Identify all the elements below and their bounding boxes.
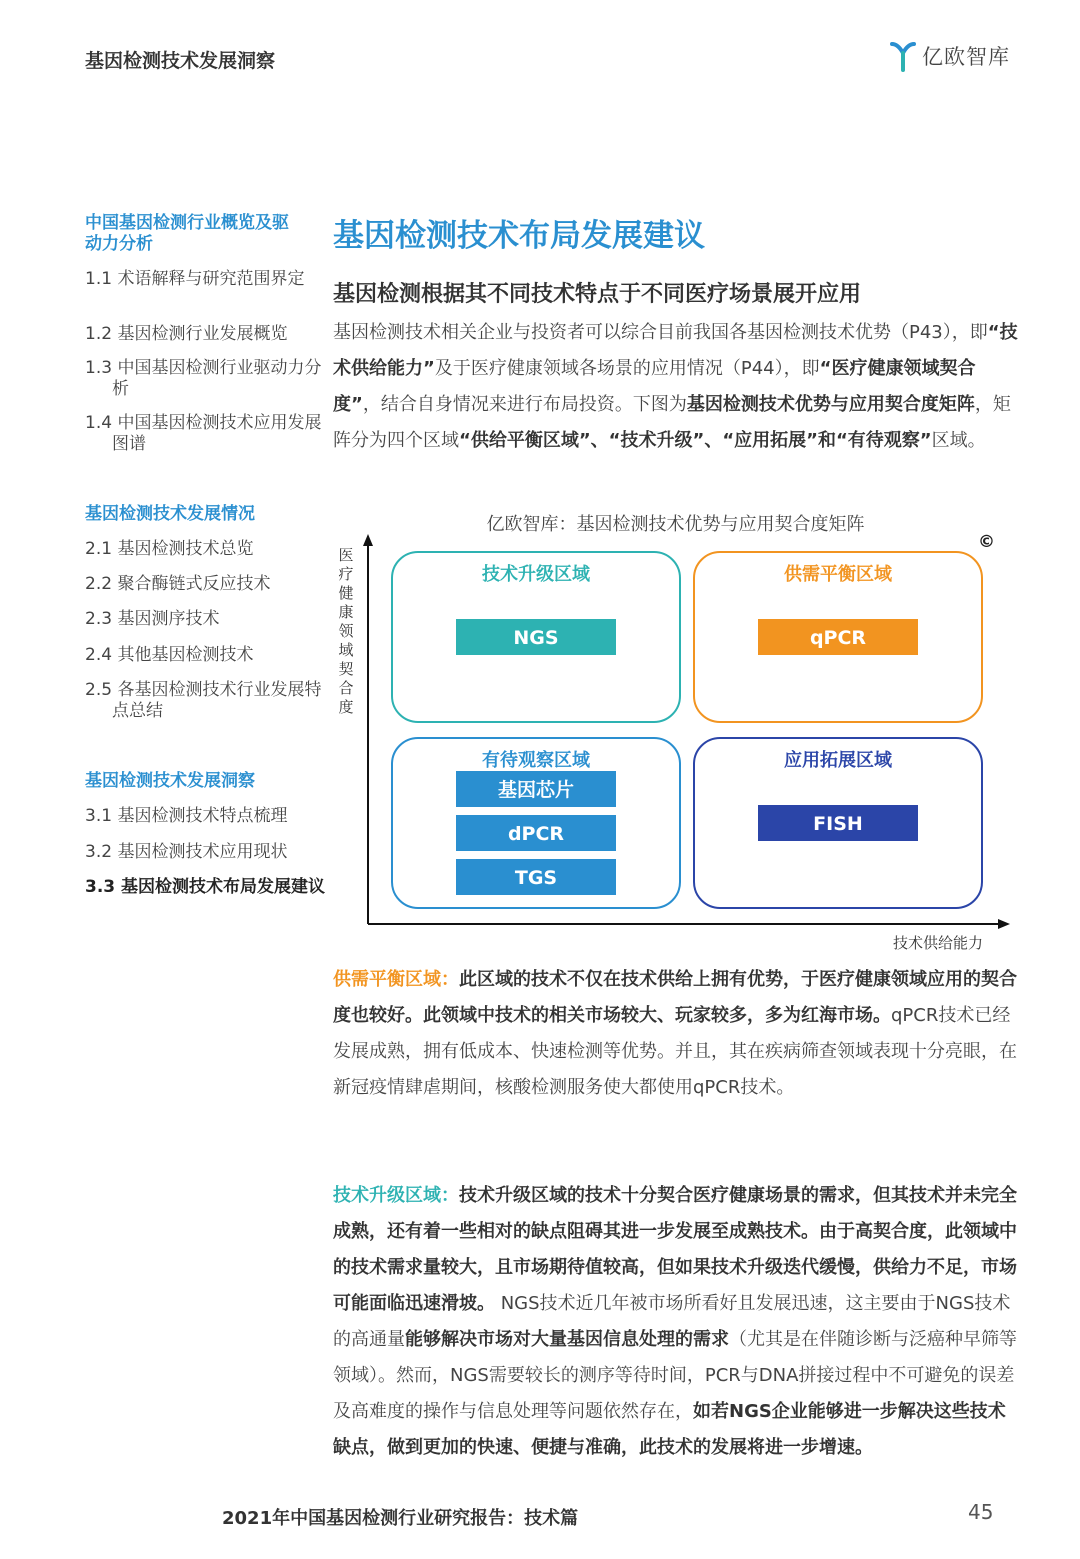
quadrant-title: 应用拓展区域: [784, 750, 892, 771]
logo-text: 亿欧智库: [922, 45, 1010, 69]
tech-label: TGS: [514, 867, 558, 889]
toc-item[interactable]: 3.1 基因检测技术特点梳理: [85, 806, 288, 826]
yiou-logo: [890, 40, 1010, 72]
page-title: 基因检测技术布局发展建议: [333, 218, 705, 254]
footer-report-title: 2021年中国基因检测行业研究报告：技术篇: [222, 1508, 579, 1529]
y-axis-label-char: 医: [338, 546, 354, 564]
tech-label: 基因芯片: [497, 779, 575, 801]
y-axis-label: [338, 546, 354, 716]
quadrant-top-left: [392, 552, 680, 722]
y-axis-label-char: 域: [338, 641, 354, 659]
tech-label: NGS: [513, 627, 559, 649]
y-axis-label-char: 契: [338, 660, 354, 678]
supply-balance-paragraph: 供需平衡区域：此区域的技术不仅在技术供给上拥有优势，于医疗健康领域应用的契合度也较好。此领域中技术的相关市场较大、玩家较多，多为红海市场。qPCR技术已经发展成熟，拥有低成本、快速检测等优势。并且，其在疾病筛查领域表现十分亮眼，在新冠疫情肆虐期间，核酸检测服务使大都使用qPCR技术。: [333, 969, 1017, 1098]
tech-upgrade-paragraph: 技术升级区域：技术升级区域的技术十分契合医疗健康场景的需求，但其技术并未完全成熟，还有着一些相对的缺点阻碍其进一步发展至成熟技术。由于高契合度，此领域中的技术需求量较大，且市场期待值较高，但如果技术升级迭代缓慢，供给力不足，市场可能面临迅速滑坡。 NGS技术近几年被市场所看好且发展迅速，这主要由于NGS技术的高通量能够解决市场对大量基因信息处理的需求（尤其是在伴随诊断与泛癌种早筛等领域）。然而，NGS需要较长的测序等待时间，PCR与DNA拼接过程中不可避免的误差及高难度的操作与信息处理等问题依然存在，如若NGS企业能够进一步解决这些技术缺点，做到更加的快速、便捷与准确，此技术的发展将进一步增速。: [333, 1185, 1017, 1458]
toc-item[interactable]: 1.4 中国基因检测技术应用发展图谱: [85, 413, 322, 454]
y-axis-label-char: 领: [338, 622, 354, 640]
y-axis-arrow: [363, 534, 373, 546]
toc-item[interactable]: 1.2 基因检测行业发展概览: [85, 324, 288, 344]
toc-item[interactable]: 2.3 基因测序技术: [85, 609, 220, 629]
toc-section-1[interactable]: 中国基因检测行业概览及驱动力分析: [85, 213, 289, 254]
copyright-mark: ©: [978, 532, 995, 552]
toc-item[interactable]: 3.2 基因检测技术应用现状: [85, 842, 288, 862]
tech-label: qPCR: [809, 627, 867, 649]
y-axis-label-char: 度: [338, 698, 354, 716]
x-axis-label: 技术供给能力: [892, 934, 983, 952]
x-axis-arrow: [998, 919, 1010, 929]
intro-paragraph: 基因检测技术相关企业与投资者可以综合目前我国各基因检测技术优势（P43），即“技术供给能力”及于医疗健康领域各场景的应用情况（P44），即“医疗健康领域契合度”，结合自身情况来进行布局投资。下图为基因检测技术优势与应用契合度矩阵，矩阵分为四个区域“供给平衡区域”、“技术升级”、“应用拓展”和“有待观察”区域。: [333, 322, 1018, 451]
toc-section-2[interactable]: 基因检测技术发展情况: [85, 504, 255, 524]
quadrant-bottom-left: [392, 738, 680, 908]
y-axis-label-char: 康: [338, 603, 354, 621]
toc-item-current[interactable]: 3.3 基因检测技术布局发展建议: [85, 877, 326, 897]
toc-section-3[interactable]: 基因检测技术发展洞察: [85, 771, 255, 791]
y-axis-label-char: 合: [338, 679, 354, 697]
toc-item[interactable]: 2.4 其他基因检测技术: [85, 645, 254, 665]
quadrant-title: 有待观察区域: [482, 750, 590, 771]
quadrant-title: 技术升级区域: [482, 564, 590, 585]
y-axis-label-char: 疗: [338, 565, 354, 583]
page-subtitle: 基因检测根据其不同技术特点于不同医疗场景展开应用: [333, 282, 862, 307]
quadrant-top-right: [694, 552, 982, 722]
tech-label: dPCR: [507, 823, 565, 845]
toc-item[interactable]: 2.1 基因检测技术总览: [85, 539, 254, 559]
toc-item[interactable]: 1.1 术语解释与研究范围界定: [85, 269, 305, 289]
yiou-logo-icon: [890, 40, 916, 72]
report-section-title: 基因检测技术发展洞察: [85, 50, 276, 72]
quadrant-bottom-right: [694, 738, 982, 908]
quadrant-title: 供需平衡区域: [784, 564, 892, 585]
quadrants-group: [392, 552, 982, 908]
toc-item[interactable]: 2.5 各基因检测技术行业发展特点总结: [85, 680, 322, 721]
matrix-chart: [330, 530, 1020, 960]
page-number: 45: [968, 1500, 994, 1524]
chart-title: 亿欧智库：基因检测技术优势与应用契合度矩阵: [486, 514, 865, 535]
toc-item[interactable]: 2.2 聚合酶链式反应技术: [85, 574, 271, 594]
tech-label: FISH: [813, 813, 863, 835]
toc-item[interactable]: 1.3 中国基因检测行业驱动力分析: [85, 358, 322, 399]
y-axis-label-char: 健: [338, 584, 354, 602]
